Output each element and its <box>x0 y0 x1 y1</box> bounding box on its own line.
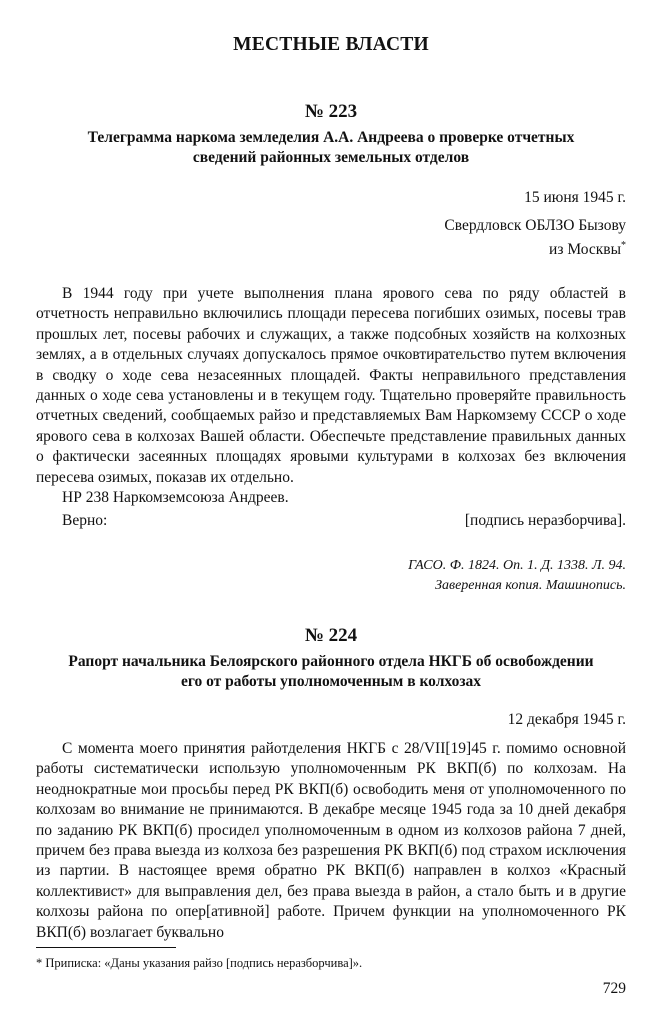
document-224-paragraph: С момента моего принятия райотделения НКГБ с 28/VII[19]45 г. помимо основной работы систематически использую уполномоченным РК ВКП(б) по колхозам. На неоднократные мои просьбы перед РК ВКП(б) освободить меня от уполномоченного по колхозам во внимание не принимаются. В декабре месяце 1945 года за 10 дней декабря по заданию РК ВКП(б) просидел уполномоченным в одном из колхозов района 7 дней, причем без права выезда из колхоза без разрешения РК ВКП(б) под страхом исключения из партии. В настоящее время обратно РК ВКП(б) направлен в колхоз «Красный коллективист» для выправления дел, без права выезда в район, а стало быть и в другие колхозы района по опер[ативной] работе. Причем функции на уполномоченного РК ВКП(б) возлагает буквально <box>36 740 626 941</box>
document-224-date: 12 декабря 1945 г. <box>507 711 626 728</box>
document-223-address <box>444 216 626 260</box>
document-223-title <box>36 128 626 168</box>
document-223-body <box>36 284 626 508</box>
copy-note: Заверенная копия. Машинопись. <box>435 578 626 593</box>
document-223-date: 15 июня 1945 г. <box>524 189 626 206</box>
document-224-number: № 224 <box>304 625 358 646</box>
archive-reference: ГАСО. Ф. 1824. Оп. 1. Д. 1338. Л. 94. <box>408 558 626 573</box>
signature-note: [подпись неразборчива]. <box>464 512 626 529</box>
document-223-title-line1: Телеграмма наркома земледелия А.А. Андреева о проверке отчетных <box>87 129 575 146</box>
document-223-address-line1: Свердловск ОБЛЗО Бызову <box>444 217 626 234</box>
document-223-address-line2: из Москвы* <box>549 240 626 259</box>
document-223-title-line2: сведений районных земельных отделов <box>192 149 470 166</box>
footnote-divider <box>36 947 176 948</box>
footnote: * Приписка: «Даны указания райзо [подпись неразборчива]». <box>36 956 363 970</box>
document-223-signature-line: НР 238 Наркомземсоюза Андреев. <box>62 489 289 507</box>
document-223-paragraph: В 1944 году при учете выполнения плана ярового сева по ряду областей в отчетность неправильно включились площади пересева погибших озимых, посевы трав прошлых лет, посевы рабочих и служащих, а также подсобных хозяйств на колхозных землях, а в отдельных случаях допускалось прямое очковтирательство путем включения в сводку о ходе сева незасеянных площадей. Факты неправильного представления данных о ходе сева установлены и в текущем году. Тщательно проверяйте правильность отчетных сведений, сообщаемых райзо и представляемых Вам Наркомзему СССР о ходе ярового сева в колхозах Вашей области. Обеспечьте представление правильных данных о фактически засеянных площадях яровыми культурами в колхозах без включения пересева озимых, показав их отдельно. <box>36 285 626 486</box>
document-224-body <box>36 739 626 943</box>
section-title: МЕСТНЫЕ ВЛАСТИ <box>233 34 429 55</box>
document-223-archive <box>408 556 626 596</box>
document-224-title <box>36 652 626 692</box>
verified-label: Верно: <box>62 512 108 529</box>
footnote-marker: * <box>621 240 626 251</box>
document-224-title-line1: Рапорт начальника Белоярского районного отдела НКГБ об освобождении <box>68 653 594 670</box>
page-number: 729 <box>602 980 626 997</box>
document-224-title-line2: его от работы уполномоченным в колхозах <box>180 673 482 690</box>
document-223-number: № 223 <box>304 101 358 122</box>
